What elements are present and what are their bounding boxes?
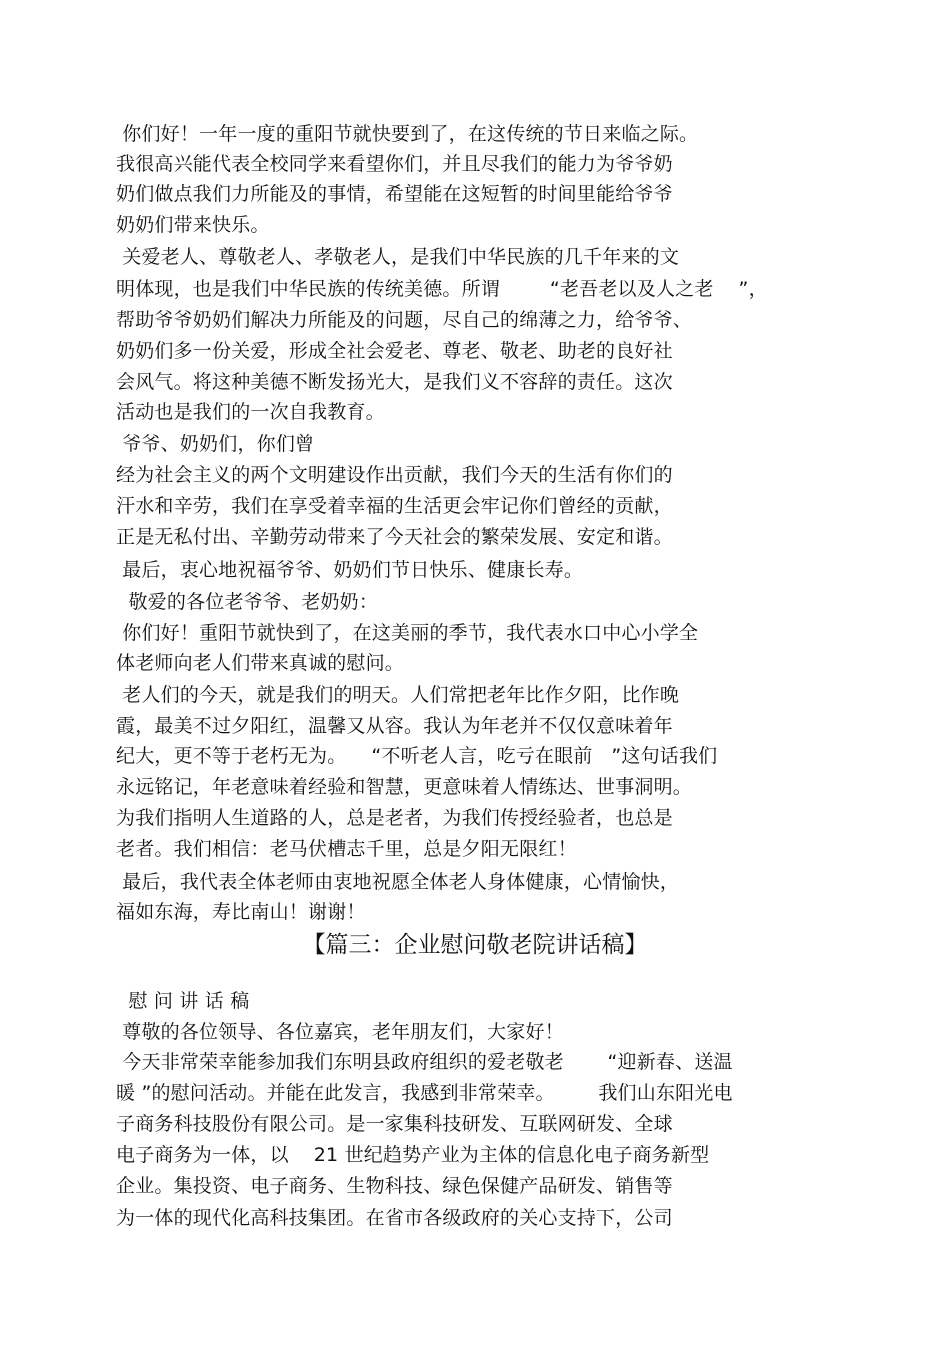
paragraph-line: 纪大，更不等于老朽无为。 “不听老人言，吃亏在眼前 ”这句话我们 — [116, 745, 718, 767]
paragraph-line: 奶奶们带来快乐。 — [116, 214, 270, 236]
paragraph-line: 帮助爷爷奶奶们解决力所能及的问题，尽自己的绵薄之力，给爷爷、 — [116, 309, 693, 331]
paragraph-line: 活动也是我们的一次自我教育。 — [116, 401, 385, 423]
paragraph-line: 敬爱的各位老爷爷、老奶奶： — [116, 591, 379, 613]
paragraph-line: 奶奶们多一份关爱，形成全社会爱老、尊老、敬老、助老的良好社 — [116, 340, 673, 362]
paragraph-line: 霞，最美不过夕阳红，温馨又从容。我认为年老并不仅仅意味着年 — [116, 715, 673, 737]
paragraph-line: 老者。我们相信：老马伏槽志千里，总是夕阳无限红！ — [116, 838, 577, 860]
paragraph-line: 你们好！一年一度的重阳节就快要到了，在这传统的节日来临之际。 — [116, 123, 699, 145]
paragraph-line: 我很高兴能代表全校同学来看望你们，并且尽我们的能力为爷爷奶 — [116, 153, 673, 175]
paragraph-line: 电子商务为一体，以 21 世纪趋势产业为主体的信息化电子商务新型 — [116, 1144, 710, 1166]
paragraph-line: 明体现，也是我们中华民族的传统美德。所谓 “老吾老以及人之老 ”， — [116, 278, 768, 300]
paragraph-line: 为我们指明人生道路的人，总是老者，为我们传授经验者，也总是 — [116, 807, 673, 829]
paragraph-line: 会风气。将这种美德不断发扬光大，是我们义不容辞的责任。这次 — [116, 371, 673, 393]
paragraph-line: 今天非常荣幸能参加我们东明县政府组织的爱老敬老 “迎新春、送温 — [116, 1051, 733, 1073]
paragraph-line: 关爱老人、尊敬老人、孝敬老人，是我们中华民族的几千年来的文 — [116, 246, 680, 268]
paragraph-line: 奶们做点我们力所能及的事情，希望能在这短暂的时间里能给爷爷 — [116, 183, 673, 205]
paragraph-line: 体老师向老人们带来真诚的慰问。 — [116, 652, 405, 674]
paragraph-line: 最后，衷心地祝福爷爷、奶奶们节日快乐、健康长寿。 — [116, 559, 584, 581]
paragraph-line: 正是无私付出、辛勤劳动带来了今天社会的繁荣发展、安定和谐。 — [116, 526, 673, 548]
paragraph-line: 尊敬的各位领导、各位嘉宾，老年朋友们，大家好！ — [116, 1021, 564, 1043]
section-title: 【篇三：企业慰问敬老院讲话稿】 — [302, 932, 648, 958]
paragraph-line: 福如东海，寿比南山！谢谢！ — [116, 901, 366, 923]
paragraph-line: 暖 ”的慰问活动。并能在此发言，我感到非常荣幸。 我们山东阳光电 — [116, 1082, 733, 1104]
paragraph-line: 经为社会主义的两个文明建设作出贡献，我们今天的生活有你们的 — [116, 464, 673, 486]
paragraph-line: 企业。集投资、电子商务、生物科技、绿色保健产品研发、销售等 — [116, 1175, 673, 1197]
paragraph-line: 为一体的现代化高科技集团。在省市各级政府的关心支持下，公司 — [116, 1207, 673, 1229]
paragraph-line: 老人们的今天，就是我们的明天。人们常把老年比作夕阳，比作晚 — [116, 684, 680, 706]
paragraph-line: 爷爷、奶奶们，你们曾 — [116, 433, 315, 455]
paragraph-line: 汗水和辛劳，我们在享受着幸福的生活更会牢记你们曾经的贡献， — [116, 495, 673, 517]
paragraph-line: 你们好！重阳节就快到了，在这美丽的季节，我代表水口中心小学全 — [116, 622, 699, 644]
paragraph-line: 最后，我代表全体老师由衷地祝愿全体老人身体健康，心情愉快， — [116, 871, 680, 893]
paragraph-line: 慰 问 讲 话 稿 — [116, 990, 250, 1012]
paragraph-line: 永远铭记，年老意味着经验和智慧，更意味着人情练达、世事洞明。 — [116, 776, 693, 798]
paragraph-line: 子商务科技股份有限公司。是一家集科技研发、互联网研发、全球 — [116, 1113, 673, 1135]
